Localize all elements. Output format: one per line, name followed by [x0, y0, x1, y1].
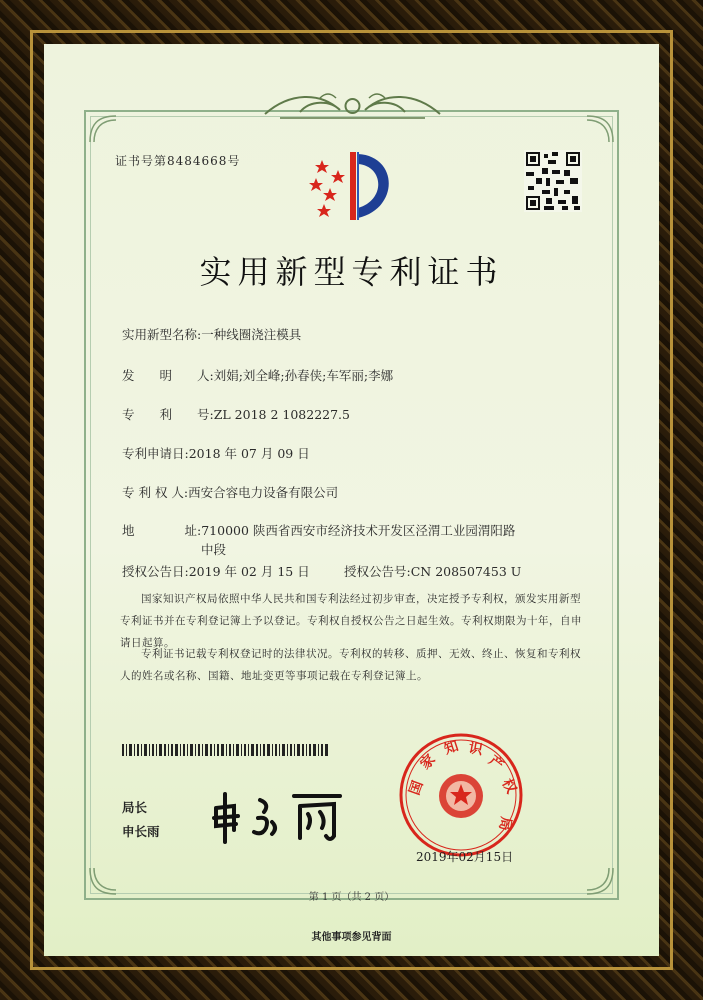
svg-text:国: 国: [406, 778, 427, 798]
field-value: 西安合容电力设备有限公司: [188, 485, 339, 500]
field-label: 专 利 号:: [122, 407, 214, 422]
svg-text:产: 产: [485, 752, 507, 774]
footer-note: 其他事项参见背面: [311, 932, 392, 943]
patent-office-logo-icon: [308, 148, 403, 223]
field-label: 发 明 人:: [122, 368, 214, 383]
svg-text:家: 家: [417, 751, 439, 773]
signer-title: 局长: [122, 800, 148, 815]
field-label: 实用新型名称:: [122, 327, 202, 342]
field-label: 授权公告号:: [344, 564, 411, 579]
field-label: 授权公告日:: [122, 564, 189, 579]
field-row: [344, 562, 521, 580]
top-ornament-icon: [260, 88, 445, 124]
field-label: 地 址:: [122, 523, 202, 538]
svg-text:识: 识: [467, 740, 484, 759]
svg-text:权: 权: [498, 776, 520, 797]
seal-date: 2019年02月15日: [416, 850, 514, 864]
corner-ornament-icon: [577, 112, 617, 152]
field-row: [122, 366, 393, 384]
field-row: [122, 444, 310, 462]
signature-image: [208, 786, 348, 846]
field-row: [122, 483, 338, 501]
official-seal-image: [396, 730, 526, 860]
qr-code-icon: [524, 150, 582, 212]
barcode-icon: [122, 744, 328, 756]
certificate-paragraph: 国家知识产权局依照中华人民共和国专利法经过初步审查，决定授予专利权，颁发实用新型专利证书并在专利登记簿上予以登记。专利权自授权公告之日起生效。专利权期限为十年，自申请日起算。: [120, 593, 582, 649]
field-row: [122, 325, 301, 343]
field-row: [201, 540, 226, 558]
field-row: [122, 521, 515, 539]
certificate-title: 实用新型专利证书: [199, 253, 504, 291]
field-value: 中段: [201, 542, 227, 557]
svg-text:局: 局: [495, 815, 514, 832]
inner-border-secondary: [90, 116, 613, 894]
certificate-number: 证书号第8484668号: [115, 154, 241, 168]
field-label: 专 利 权 人:: [122, 485, 189, 500]
field-value: 一种线圈浇注模具: [201, 327, 302, 342]
field-label: 专利申请日:: [122, 446, 189, 461]
field-value: 刘娟;刘全峰;孙春侠;车军丽;李娜: [213, 368, 394, 383]
field-value: 710000 陕西省西安市经济技术开发区泾渭工业园渭阳路: [201, 523, 516, 538]
field-value: ZL 2018 2 1082227.5: [213, 407, 350, 422]
page-indicator: 第 1 页（共 2 页）: [308, 892, 395, 903]
corner-ornament-icon: [86, 112, 126, 152]
field-row: [122, 562, 310, 580]
field-row: [122, 405, 350, 423]
certificate-paragraph: 专利证书记载专利权登记时的法律状况。专利权的转移、质押、无效、终止、恢复和专利权人的姓名或名称、国籍、地址变更等事项记载在专利登记簿上。: [120, 648, 581, 682]
field-value: 2019 年 02 月 15 日: [188, 564, 310, 579]
field-value: CN 208507453 U: [410, 564, 522, 579]
svg-text:知: 知: [442, 738, 461, 758]
signer-name: 申长雨: [122, 824, 160, 839]
field-value: 2018 年 07 月 09 日: [188, 446, 310, 461]
